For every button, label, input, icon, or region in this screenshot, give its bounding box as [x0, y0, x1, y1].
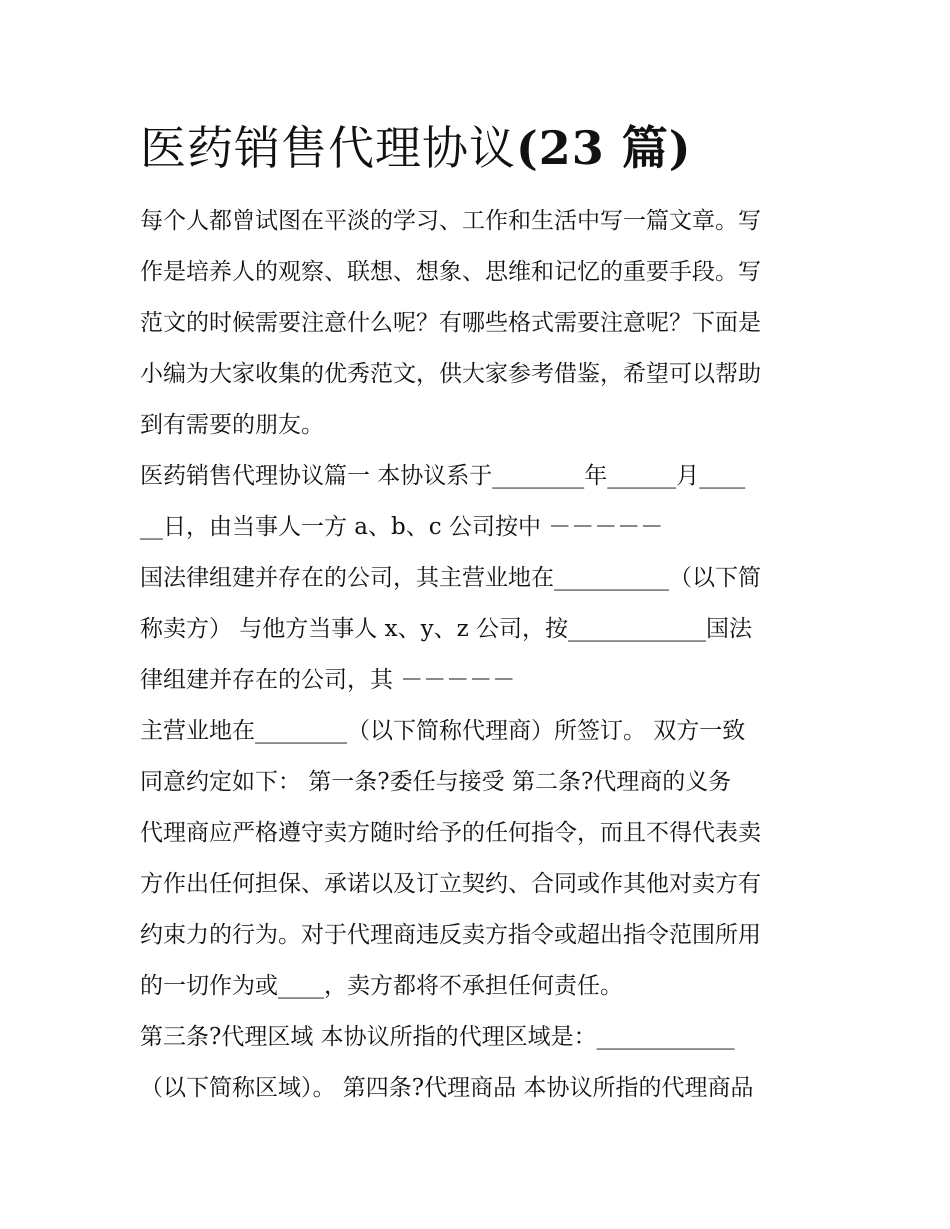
title-main: 医药销售代理协议	[140, 121, 516, 175]
body-line: 范文的时候需要注意什么呢？有哪些格式需要注意呢？下面是	[140, 310, 761, 336]
body-line: 到有需要的朋友。	[140, 412, 324, 438]
body-line: 律组建并存在的公司，其 －－－－－	[140, 667, 516, 693]
body-line: 方作出任何担保、承诺以及订立契约、合同或作其他对卖方有	[140, 871, 761, 897]
body-line: 医药销售代理协议篇一 本协议系于________年______月____	[140, 463, 746, 489]
body-line: 约束力的行为。对于代理商违反卖方指令或超出指令范围所用	[140, 922, 761, 948]
body-line: 称卖方） 与他方当事人 x、y、z 公司，按____________国法	[140, 616, 753, 642]
document-title	[140, 118, 692, 178]
body-line: 主营业地在________（以下简称代理商）所签订。 双方一致	[140, 718, 746, 744]
body-line: 国法律组建并存在的公司，其主营业地在__________（以下简	[140, 565, 761, 591]
body-line: 代理商应严格遵守卖方随时给予的任何指令，而且不得代表卖	[140, 820, 761, 846]
body-line: 同意约定如下： 第一条?委任与接受 第二条?代理商的义务	[140, 769, 732, 795]
body-line: __日，由当事人一方 a、b、c 公司按中 －－－－－	[140, 514, 664, 540]
body-line: 第三条?代理区域 本协议所指的代理区域是：____________	[140, 1024, 735, 1050]
body-line: 的一切作为或____，卖方都将不承担任何责任。	[140, 973, 623, 999]
body-line: 作是培养人的观察、联想、想象、思维和记忆的重要手段。写	[140, 259, 761, 285]
body-line: （以下简称区域）。 第四条?代理商品 本协议所指的代理商品	[140, 1075, 754, 1101]
title-suffix: (23 篇)	[516, 121, 692, 175]
body-line: 每个人都曾试图在平淡的学习、工作和生活中写一篇文章。写	[140, 208, 761, 234]
body-line: 小编为大家收集的优秀范文，供大家参考借鉴，希望可以帮助	[140, 361, 761, 387]
